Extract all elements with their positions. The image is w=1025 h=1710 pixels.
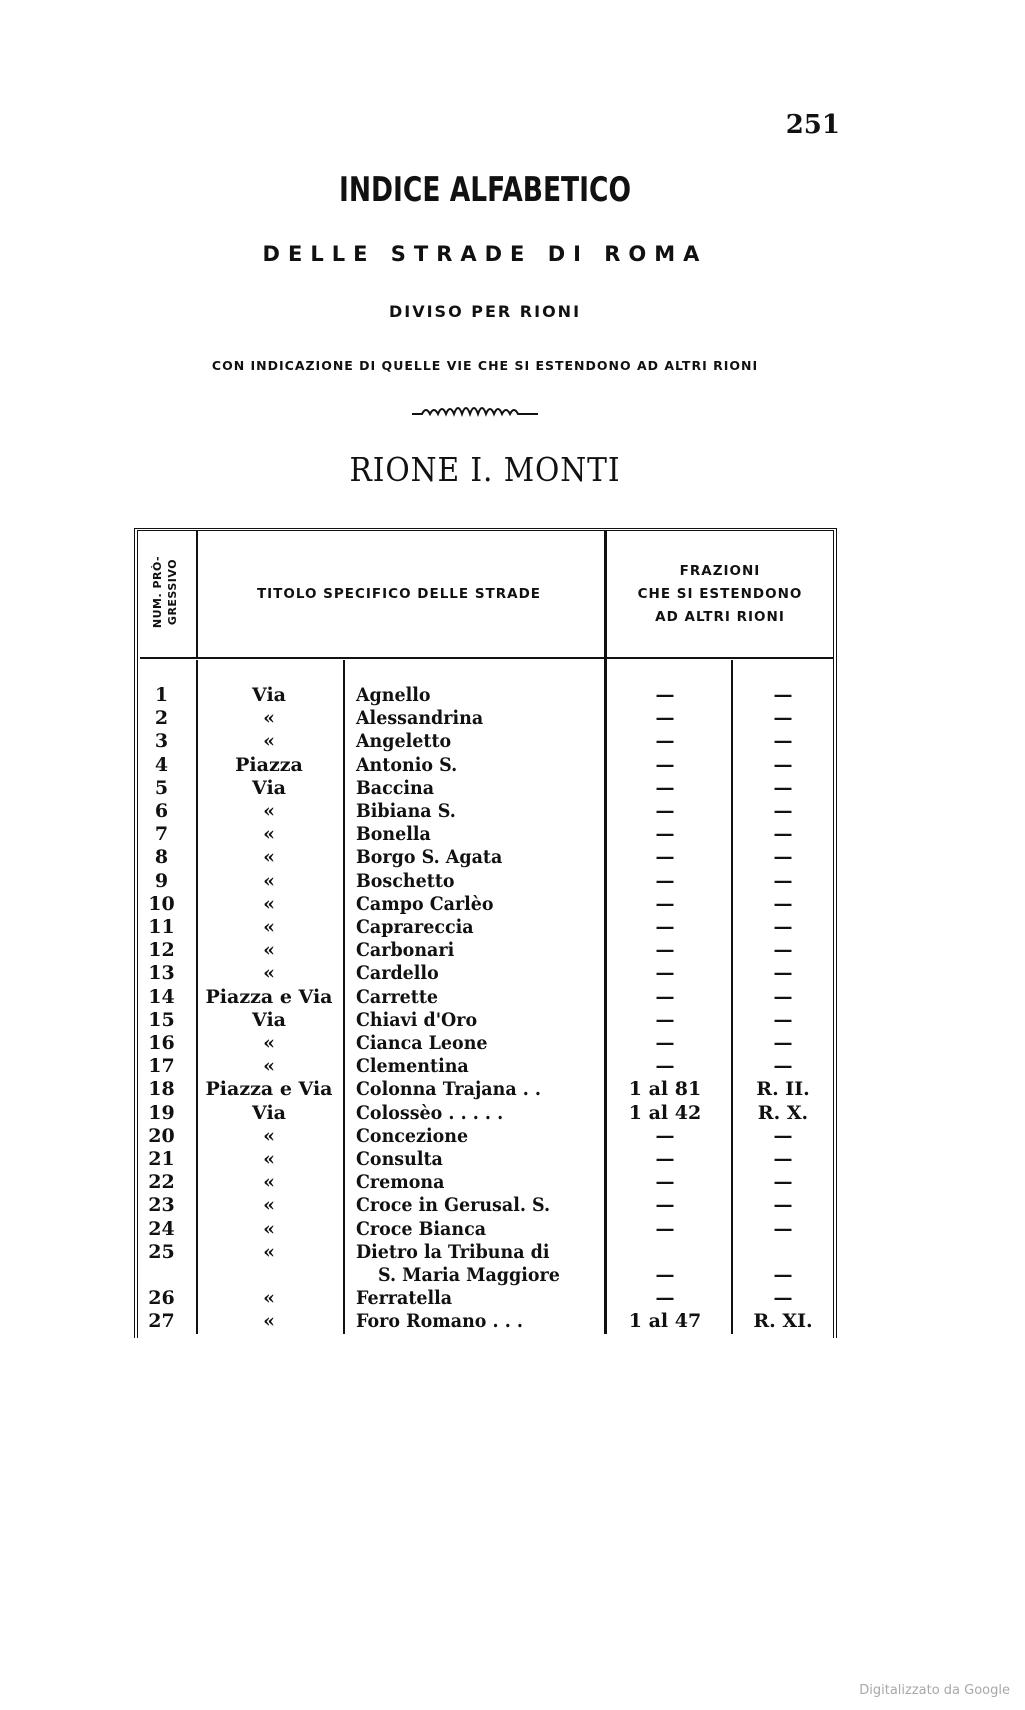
- row-number: 12: [148, 939, 175, 962]
- row-number: 25: [148, 1240, 175, 1263]
- row-type: Piazza: [235, 753, 303, 776]
- row-street-name: Chiavi d'Oro: [356, 1008, 478, 1031]
- table-row: [138, 1125, 833, 1148]
- header-number-line: NUM. PRÒ-: [151, 555, 164, 629]
- row-number: 1: [154, 684, 169, 706]
- row-frazioni: —: [655, 1055, 675, 1078]
- row-rione: —: [773, 916, 793, 938]
- row-frazioni: —: [655, 916, 675, 938]
- row-frazioni: —: [655, 1032, 675, 1054]
- row-rione: —: [773, 1287, 793, 1310]
- section-title: RIONE I. MONTI: [349, 450, 621, 489]
- header-divider: [140, 657, 833, 659]
- table-row: [138, 1241, 833, 1264]
- row-type: «: [263, 869, 275, 892]
- row-street-name: Dietro la Tribuna di: [356, 1240, 550, 1263]
- row-street-name: Boschetto: [356, 869, 455, 892]
- row-number: 18: [148, 1078, 175, 1101]
- document-title: INDICE ALFABETICO: [338, 170, 632, 210]
- row-type: «: [263, 730, 275, 753]
- row-frazioni: —: [655, 1287, 675, 1310]
- row-type: «: [263, 1310, 275, 1333]
- table-row: [138, 823, 833, 846]
- row-frazioni: —: [655, 1194, 675, 1217]
- row-rione: —: [773, 1032, 793, 1054]
- row-street-name: Campo Carlèo: [356, 892, 494, 915]
- header-number-line: GRESSIVO: [166, 558, 179, 626]
- row-frazioni: —: [655, 1148, 675, 1170]
- row-frazioni: —: [655, 823, 675, 846]
- row-rione: —: [773, 1148, 793, 1170]
- row-number: 11: [148, 916, 175, 938]
- row-number: 16: [148, 1032, 175, 1054]
- row-type: «: [263, 1124, 275, 1147]
- row-number: 3: [154, 730, 169, 753]
- row-type: «: [263, 1194, 275, 1217]
- row-type: «: [263, 707, 275, 730]
- header-frazioni: [606, 560, 834, 629]
- table-row: [138, 916, 833, 939]
- row-frazioni: —: [655, 753, 675, 776]
- row-frazioni: —: [655, 985, 675, 1008]
- row-type: Via: [252, 1101, 286, 1124]
- row-type: «: [263, 800, 275, 822]
- table-row: [138, 893, 833, 916]
- row-street-name: Clementina: [356, 1055, 469, 1078]
- row-street-name: Consulta: [356, 1148, 443, 1170]
- document-subtitle-note: CON INDICAZIONE DI QUELLE VIE CHE SI ESTENDONO AD ALTRI RIONI: [211, 358, 759, 373]
- row-type: «: [263, 916, 275, 938]
- table-row: [138, 986, 833, 1009]
- row-street-name: Colossèo . . . . .: [356, 1101, 504, 1124]
- row-number: 20: [148, 1124, 175, 1147]
- row-street-name: Carbonari: [356, 939, 455, 962]
- header-street-title: TITOLO SPECIFICO DELLE STRADE: [256, 586, 542, 602]
- row-number: 24: [148, 1217, 175, 1240]
- table-row: [138, 800, 833, 823]
- row-frazioni: —: [655, 892, 675, 915]
- row-rione: —: [773, 776, 793, 799]
- row-number: 21: [148, 1148, 175, 1170]
- row-frazioni: —: [655, 1217, 675, 1240]
- row-number: 27: [148, 1310, 175, 1333]
- row-number: 26: [148, 1287, 175, 1310]
- table-row: [138, 1148, 833, 1171]
- row-rione: —: [773, 962, 793, 985]
- row-type: «: [263, 892, 275, 915]
- row-number: 4: [154, 753, 169, 776]
- row-street-name: Cardello: [356, 962, 439, 985]
- row-street-name: Carrette: [356, 985, 439, 1008]
- row-number: 5: [154, 776, 169, 799]
- row-rione: —: [773, 1171, 793, 1194]
- row-rione: —: [773, 707, 793, 730]
- row-street-name: Caprareccia: [356, 916, 474, 938]
- table-row-continuation: [138, 1264, 833, 1287]
- row-number: 10: [148, 892, 175, 915]
- row-street-name: Angeletto: [356, 730, 452, 753]
- row-frazioni: —: [655, 1264, 675, 1286]
- row-frazioni: —: [655, 707, 675, 730]
- row-number: 23: [148, 1194, 175, 1217]
- page-number: 251: [785, 110, 840, 140]
- table-row: [138, 870, 833, 893]
- header-frazioni-line: CHE SI ESTENDONO: [637, 586, 803, 602]
- table-row: [138, 1194, 833, 1217]
- digitization-watermark: Digitalizzato da Google: [859, 1683, 1010, 1698]
- document-subtitle-division: DIVISO PER RIONI: [388, 302, 582, 321]
- row-type: «: [263, 1240, 275, 1263]
- row-rione: —: [773, 985, 793, 1008]
- row-frazioni: —: [655, 1008, 675, 1031]
- row-street-name: Baccina: [356, 776, 435, 799]
- table-row: [138, 707, 833, 730]
- header-frazioni-line: AD ALTRI RIONI: [655, 609, 785, 625]
- header-frazioni-line: FRAZIONI: [679, 563, 761, 579]
- row-street-name: Antonio S.: [356, 753, 458, 776]
- row-frazioni: —: [655, 730, 675, 753]
- row-street-name: Agnello: [356, 684, 431, 706]
- table-row: [138, 1171, 833, 1194]
- row-type: «: [263, 1148, 275, 1170]
- row-rione: —: [773, 800, 793, 822]
- row-frazioni: —: [655, 684, 675, 706]
- row-frazioni: —: [655, 846, 675, 869]
- row-type: Piazza e Via: [205, 1078, 333, 1101]
- row-rione: —: [773, 1264, 793, 1286]
- row-rione: —: [773, 892, 793, 915]
- row-frazioni: —: [655, 1124, 675, 1147]
- row-type: «: [263, 962, 275, 985]
- row-rione: —: [773, 846, 793, 869]
- row-rione: —: [773, 1194, 793, 1217]
- row-street-name: Croce Bianca: [356, 1217, 487, 1240]
- table-row: [138, 684, 833, 707]
- row-rione: —: [773, 730, 793, 753]
- row-number: 7: [154, 823, 169, 846]
- row-frazioni: —: [655, 1171, 675, 1194]
- row-type: «: [263, 1171, 275, 1194]
- table-row: [138, 1310, 833, 1333]
- row-rione: —: [773, 939, 793, 962]
- row-street-name: Concezione: [356, 1124, 469, 1147]
- row-frazioni: 1 al 81: [628, 1078, 702, 1101]
- row-rione: R. X.: [757, 1101, 809, 1124]
- table-row: [138, 1009, 833, 1032]
- table-row: [138, 1055, 833, 1078]
- row-rione: R. XI.: [753, 1310, 813, 1333]
- row-frazioni: —: [655, 776, 675, 799]
- table-row: [138, 754, 833, 777]
- row-frazioni: —: [655, 939, 675, 962]
- ornament-divider-icon: [410, 402, 540, 420]
- row-number: 14: [148, 985, 175, 1008]
- row-frazioni: 1 al 42: [628, 1101, 702, 1124]
- table-row: [138, 1078, 833, 1101]
- row-type: «: [263, 846, 275, 869]
- row-street-name: Borgo S. Agata: [356, 846, 503, 869]
- row-rione: —: [773, 684, 793, 706]
- table-row: [138, 939, 833, 962]
- row-type: Via: [252, 684, 286, 706]
- table-row: [138, 730, 833, 753]
- row-number: 19: [148, 1101, 175, 1124]
- row-rione: —: [773, 1124, 793, 1147]
- row-number: 9: [154, 869, 169, 892]
- row-frazioni: 1 al 47: [628, 1310, 702, 1333]
- row-type: Piazza e Via: [205, 985, 333, 1008]
- row-street-name-continued: S. Maria Maggiore: [378, 1264, 560, 1286]
- table-row: [138, 1032, 833, 1055]
- row-street-name: Bibiana S.: [356, 800, 456, 822]
- row-street-name: Alessandrina: [356, 707, 484, 730]
- row-frazioni: —: [655, 962, 675, 985]
- row-rione: —: [773, 1217, 793, 1240]
- table-row: [138, 1287, 833, 1310]
- table-row: [138, 1102, 833, 1125]
- table-row: [138, 846, 833, 869]
- row-type: «: [263, 1055, 275, 1078]
- row-number: 6: [154, 800, 169, 822]
- row-number: 15: [148, 1008, 175, 1031]
- row-rione: —: [773, 1008, 793, 1031]
- row-frazioni: —: [655, 800, 675, 822]
- row-street-name: Bonella: [356, 823, 431, 846]
- row-street-name: Cianca Leone: [356, 1032, 488, 1054]
- row-street-name: Croce in Gerusal. S.: [356, 1194, 551, 1217]
- row-street-name: Foro Romano . . .: [356, 1310, 523, 1333]
- table-row: [138, 1218, 833, 1241]
- row-number: 17: [148, 1055, 175, 1078]
- row-number: 13: [148, 962, 175, 985]
- row-rione: —: [773, 869, 793, 892]
- table-row: [138, 962, 833, 985]
- row-number: 2: [154, 707, 169, 730]
- row-type: «: [263, 1287, 275, 1310]
- row-frazioni: —: [655, 869, 675, 892]
- row-type: Via: [252, 776, 286, 799]
- row-type: «: [263, 939, 275, 962]
- row-rione: —: [773, 823, 793, 846]
- row-type: Via: [252, 1008, 286, 1031]
- row-number: 8: [154, 846, 169, 869]
- row-street-name: Cremona: [356, 1171, 445, 1194]
- row-type: «: [263, 1217, 275, 1240]
- row-number: 22: [148, 1171, 175, 1194]
- table-row: [138, 777, 833, 800]
- row-rione: R. II.: [756, 1078, 810, 1101]
- row-street-name: Colonna Trajana . .: [356, 1078, 542, 1101]
- header-number: [140, 531, 190, 653]
- row-rione: —: [773, 1055, 793, 1078]
- row-type: «: [263, 823, 275, 846]
- document-subtitle: DELLE STRADE DI ROMA: [262, 242, 708, 266]
- row-type: «: [263, 1032, 275, 1054]
- row-rione: —: [773, 753, 793, 776]
- row-street-name: Ferratella: [356, 1287, 453, 1310]
